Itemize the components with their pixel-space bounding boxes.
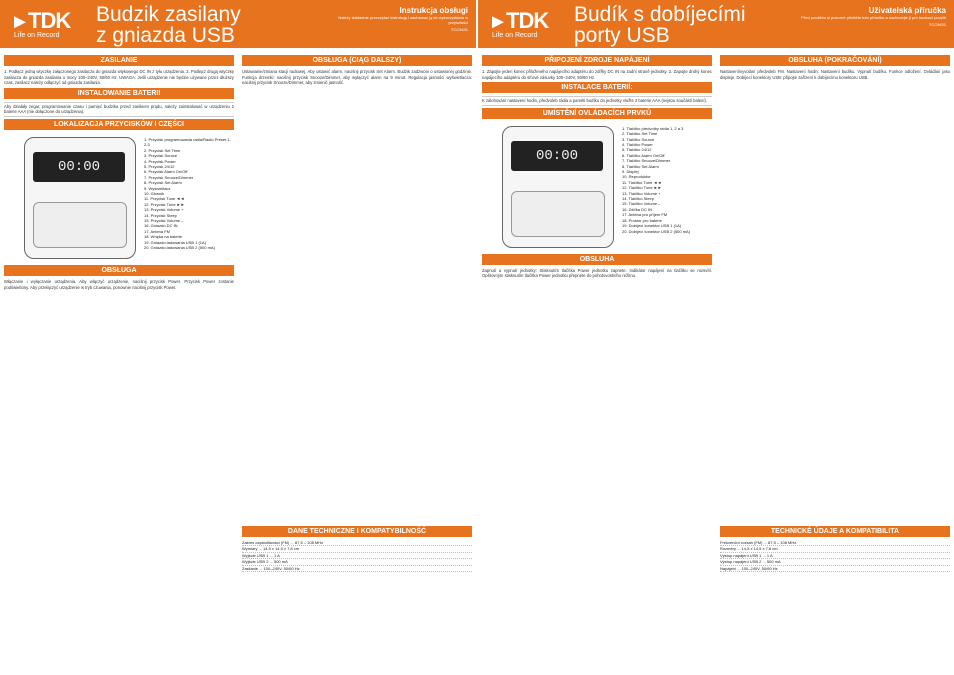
part-item: 15. Przycisk Volume – [144,218,184,224]
czech-column-2 [720,53,950,572]
part-item: 12. Tlačítko Tune ►► [622,185,662,191]
clock-illustration [502,126,614,248]
part-item: 17. Antena FM [144,228,171,234]
part-item: 18. Prostor pro baterie [622,217,662,223]
manual-title: Instrukcja obsługi [399,6,468,15]
spec-table [242,540,472,572]
device-diagram [482,122,712,252]
section-heading: INSTALACE BATERIÍ: [482,82,712,93]
part-item: 13. Tlačítko Volume + [622,190,661,196]
section-heading: TECHNICKÉ ÚDAJE A KOMPATIBILITA [720,526,950,537]
tdk-triangle-icon [492,16,504,28]
title-line-2: z gniazda USB [96,24,235,47]
section-heading: OBSLUHA (POKRAČOVÁNÍ) [720,55,950,66]
header-polish [0,0,476,48]
brand-name: TDK [28,8,71,33]
section-text: Ustawianie/zmiana stacji radiowej. Aby ustawić alarm, naciśnij przycisk Set Alarm. Budzik zadzwoni o ustawionej godzinie. Funkcja drzemki: naciśnij przycisk Snooze/Dimmer, aby wyłączyć alarm na 9 minut. Regulacja jasności wyświetlacza: naciśnij przycisk Snooze/Dimmer, aby zmienić jasność. [242,69,472,86]
section-heading: OBSLUHA [482,254,712,265]
part-item: 13. Przycisk Volume + [144,207,184,213]
spec-row: Výstup napájení USB 1 ... 1 A [720,553,950,559]
part-item: 5. Przycisk 24/12 [144,164,175,169]
spec-row: Frekvenční rozsah (FM) ... 87,5 – 108 MHz [720,540,950,546]
clock-display: 00:00 [33,152,125,182]
brand-tagline: Life on Record [14,32,60,39]
section-text: 1. Podłącz jedną wtyczkę załączonego zasilacza do gniazda wtykowego DC IN z tyłu urządzenia. 2. Podłącz drugą wtyczkę zasilacza do gniazda zasilania o mocy 100–240V, 50/60 Hz. UWAGA: Jeśli urządzenie nie będzie używane przez dłuższy czas, zasilacz należy odłączyć od gniazda zasilania. [4,69,234,86]
section-text: Aby działały zegar, programowanie czasu i pamięć budzika przed zanikiem prądu, należy zainstalować w urządzeniu 2 baterie AAA (nie dołączone do urządzenia). [4,102,234,117]
part-item: 3. Tlačítko Source [622,136,655,142]
section-text: K zálohování nastavení hodin, předvoleb rádia a paměti budíku do jednotky vložte 2 baterie AAA (nejsou součástí balení). [482,96,712,106]
part-item: 3. Przycisk Source [144,153,178,159]
manual-info-polish [318,6,468,32]
section-text: Zapnutí a vypnutí jednotky: Stisknutím tlačítka Power jednotku zapnete. Indikátor napájení na tlačítku se rozsvítí. Opětovným stisknutím tlačítka Power jednotku přepnete do pohotovostního režimu. [482,267,712,279]
polish-column-2 [242,53,472,572]
part-item: 19. Dobíjecí konektor USB 1 (1A) [622,223,682,229]
part-item: 11. Przycisk Tune ◄◄ [144,196,185,202]
header-czech [478,0,954,48]
tdk-logo [14,8,70,39]
clock-display: 00:00 [511,141,603,171]
brand-name: TDK [506,8,549,33]
section-text: 1. Zapojte jeden konec přiloženého napájecího adaptéru do zdířky DC IN na zadní straně jednotky. 2. Zapojte druhý konec napájecího adaptéru do síťové zásuvky 100–240V, 50/60 Hz. [482,69,712,80]
spec-row: Wymiary ... 14,5 x 14,5 x 7,8 cm [242,546,472,552]
section-heading: PŘIPOJENÍ ZDROJE NAPÁJENÍ [482,55,712,66]
model-code: TCC9431 [450,27,468,32]
part-item: 7. Tlačítko Snooze/Dimmer [622,158,671,164]
part-item: 17. Anténa pro příjem FM [622,212,668,218]
part-item: 9. Displej [622,169,639,175]
spec-row: Rozměry ... 14,5 x 14,5 x 7,8 cm [720,546,950,552]
part-item: 10. Głośnik [144,191,165,197]
part-item: 9. Wyświetlacz [144,185,171,191]
czech-column-1 [482,53,712,279]
part-item: 18. Wnęka na baterie [144,234,183,240]
part-item: 19. Gniazdo ładowania USB 1 (1A) [144,239,207,245]
manual-subtitle: Před použitím si pozorně přečtěte tuto příručku a uschovejte ji pro budoucí použití [801,15,946,20]
spec-row: Wyjście USB 2 ... 500 mA [242,559,472,565]
part-item: 20. Gniazdo ładowania USB 2 (500 mA) [144,245,215,251]
section-heading: OBSŁUGA [4,265,234,276]
part-item: 8. Tlačítko Set Alarm [622,163,659,169]
clock-base [33,202,127,248]
part-item: 6. Przycisk Alarm On/Off [144,169,188,175]
part-item: 14. Przycisk Sleep [144,212,177,218]
part-item: 11. Tlačítko Tune ◄◄ [622,179,662,185]
tdk-logo [492,8,548,39]
section-heading: LOKALIZACJA PRZYCISKÓW I CZĘŚCI [4,119,234,130]
part-item: 8. Przycisk Set Alarm [144,180,182,186]
brand-tagline: Life on Record [492,32,538,39]
section-heading: UMÍSTĚNÍ OVLÁDACÍCH PRVKŮ [482,108,712,119]
part-item: 1. Przycisk programowania radia/Radio Preset 1-2-3 [144,136,231,148]
part-item: 10. Reproduktor [622,174,651,180]
spec-row: Výstup napájení USB 2 ... 500 mA [720,559,950,565]
section-text: Nastavení/vyvolání předvoleb FM. Nastavení hodin. Nastavení budíku. Vypnutí budíku. Funkce odložení. Ovládání jasu displeje. Dobíjecí konektory USB: připojte zařízení k dobíjecímu konektoru USB. [720,69,950,80]
part-item: 1. Tlačítko předvolby rádia 1, 2 a 3 [622,125,684,131]
manual-subtitle: Należy dokładnie przeczytać instrukcję i zachować ją do wykorzystania w przyszłości [338,15,468,25]
part-item: 7. Przycisk Snooze/Dimmer [144,174,194,180]
section-heading: INSTALOWANIE BATERII [4,88,234,99]
polish-column-1 [4,53,234,290]
part-item: 20. Dobíjecí konektor USB 2 (500 mA) [622,228,691,234]
part-item: 2. Tlačítko Set Time [622,131,658,137]
part-item: 4. Tlačítko Power [622,142,653,147]
part-item: 12. Przycisk Tune ►► [144,201,185,207]
clock-base [511,191,605,237]
part-item: 15. Tlačítko Volume – [622,201,661,207]
tdk-triangle-icon [14,16,26,28]
part-item: 2. Przycisk Set Time [144,147,181,153]
spec-row: Zasilanie ... 100–240V, 50/60 Hz [242,566,472,572]
page-title-polish [96,4,241,46]
spec-row: Zakres częstotliwości (FM) ... 87,5 – 108 MHz [242,540,472,546]
section-heading: ZASILANIE [4,55,234,66]
part-item: 14. Tlačítko Sleep [622,196,654,202]
device-diagram [4,133,234,263]
section-text: Włączanie i wyłączanie urządzenia. Aby włączyć urządzenie, naciśnij przycisk Power. Przycisk Power zostanie podświetlony. Aby przełączyć urządzenie w tryb czuwania, ponownie naciśnij przycisk Power. [4,278,234,290]
model-code: TCC9431 [928,22,946,27]
spec-row: Wyjście USB 1 ... 1 A [242,553,472,559]
spec-row: Napájení ... 100–240V, 50/60 Hz [720,566,950,572]
part-item: 5. Tlačítko 24/12 [622,147,652,153]
title-line-1: Budzik zasilany [96,3,241,26]
clock-illustration [24,137,136,259]
part-item: 16. Zdířka DC IN [622,206,653,212]
parts-list [622,126,690,234]
title-line-1: Budík s dobíjecími [574,3,746,26]
manual-info-czech [796,6,946,27]
section-heading: OBSŁUGA (CIĄG DALSZY) [242,55,472,66]
part-item: 16. Gniazdo DC IN [144,223,178,229]
manual-title: Uživatelská příručka [868,6,946,15]
part-item: 6. Tlačítko Alarm On/Off [622,152,665,158]
parts-list [144,137,234,251]
section-heading: DANE TECHNICZNE I KOMPATYBILNOŚĆ [242,526,472,537]
page-title-czech [574,4,746,46]
part-item: 4. Przycisk Power [144,158,176,164]
spec-table [720,540,950,572]
title-line-2: porty USB [574,24,670,47]
